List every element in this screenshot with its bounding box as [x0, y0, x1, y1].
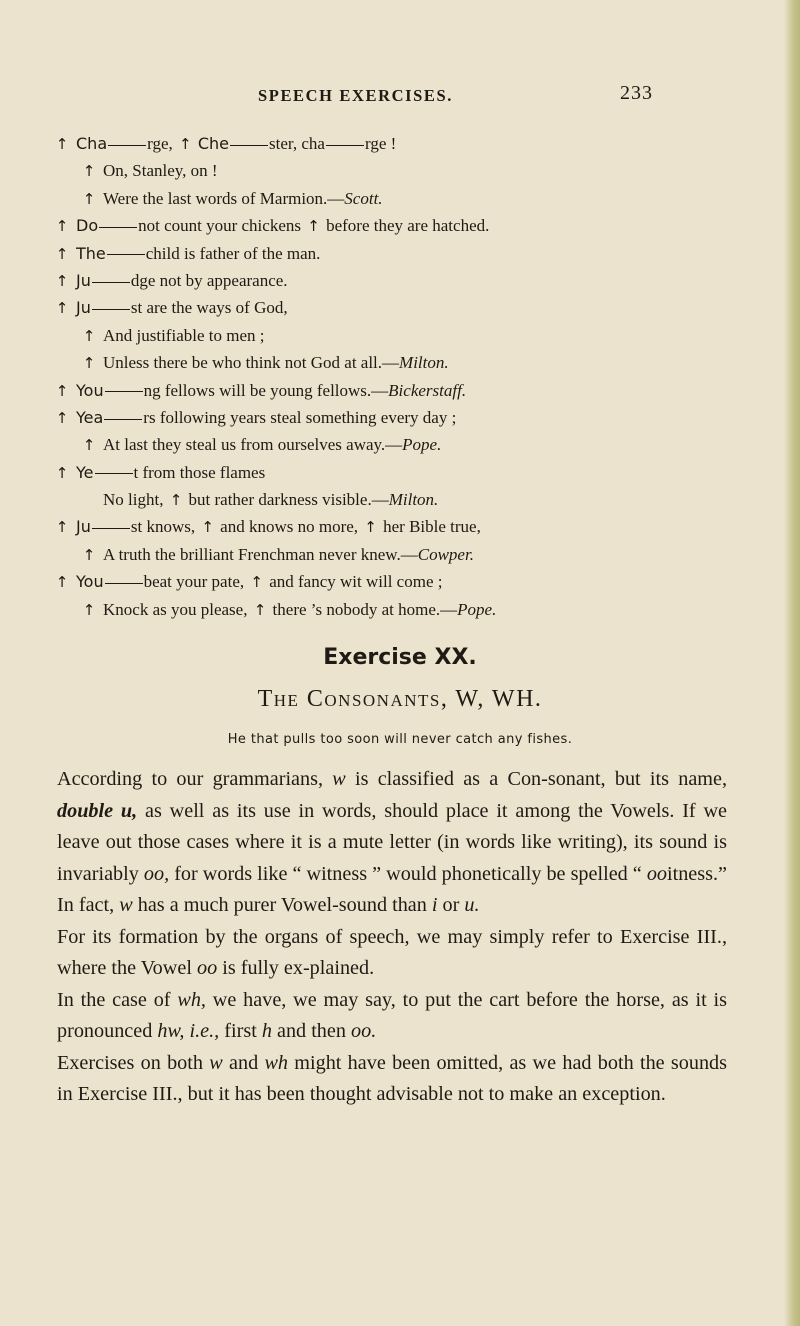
exercise-title: Exercise XX. [323, 645, 477, 670]
rising-arrow-icon: ↑ [307, 217, 320, 236]
citation: Scott. [344, 188, 383, 208]
rising-arrow-icon: ↑ [82, 600, 96, 619]
rising-arrow-icon: ↑ [55, 299, 69, 318]
verse-line: No light, ↑ but rather darkness visible.—Milton. [0, 486, 800, 513]
paragraph: For its formation by the organs of speech, we may simply refer to Exercise III., where the Vowel oo is fully ex-plained. [57, 925, 727, 979]
rising-arrow-icon: ↑ [169, 491, 183, 510]
rising-arrow-icon: ↑ [55, 573, 69, 592]
rising-arrow-icon: ↑ [253, 600, 267, 619]
paragraph: Exercises on both w and wh might have been omitted, as we had both the sounds in Exercise III., but it has been thought advisable not to make an exception. [57, 1051, 727, 1105]
rising-arrow-icon: ↑ [364, 518, 377, 537]
citation: Milton. [388, 490, 439, 510]
verse-line: ↑ Knock as you please, ↑ there ’s nobody at home.—Pope. [0, 596, 800, 623]
rising-arrow-icon: ↑ [82, 326, 96, 345]
exercise-subtitle: The Consonants, W, WH. [257, 686, 543, 712]
paragraph: In the case of wh, we have, we may say, to put the cart before the horse, as it is pronounced hw, i.e., first h and then oo. [57, 988, 727, 1042]
rising-arrow-icon: ↑ [55, 518, 69, 537]
running-head: SPEECH EXERCISES. [258, 86, 454, 105]
rising-arrow-icon: ↑ [179, 135, 192, 153]
verse-line: ↑ On, Stanley, on ! [0, 157, 800, 184]
rising-arrow-icon: ↑ [55, 271, 69, 290]
exercise-motto: He that pulls too soon will never catch any fishes. [227, 732, 573, 747]
verse-line: ↑ The child is father of the man. [0, 240, 800, 267]
verse-line: ↑ Cha rge, ↑ Che ster, cha rge ! [0, 130, 800, 157]
citation: Cowper. [417, 544, 474, 564]
verse-line: ↑ You ng fellows will be young fellows.—Bickerstaff. [0, 377, 800, 404]
body-text [57, 764, 727, 1111]
rising-arrow-icon: ↑ [250, 573, 263, 592]
page-number: 233 [620, 82, 653, 104]
verse-line: ↑ Ju st are the ways of God, [0, 294, 800, 321]
verse-line: ↑ At last they steal us from ourselves away.—Pope. [0, 431, 800, 458]
verse-line: ↑ Unless there be who think not God at all.—Milton. [0, 349, 800, 376]
rising-arrow-icon: ↑ [82, 354, 96, 373]
verse-line: ↑ And justifiable to men ; [0, 322, 800, 349]
verse-line: ↑ You beat your pate, ↑ and fancy wit will come ; [0, 568, 800, 595]
rising-arrow-icon: ↑ [55, 463, 69, 482]
rising-arrow-icon: ↑ [82, 436, 96, 455]
rising-arrow-icon: ↑ [55, 217, 69, 236]
rising-arrow-icon: ↑ [201, 518, 214, 537]
rising-arrow-icon: ↑ [55, 135, 69, 153]
dash [108, 145, 146, 146]
citation: Milton. [399, 353, 449, 373]
rising-arrow-icon: ↑ [82, 189, 96, 208]
citation: Bickerstaff. [388, 380, 467, 400]
verse-line: ↑ A truth the brilliant Frenchman never knew.—Cowper. [0, 541, 800, 568]
rising-arrow-icon: ↑ [82, 162, 96, 181]
verse-line: ↑ Ju dge not by appearance. [0, 267, 800, 294]
page-header [0, 82, 800, 110]
verse-exercises [0, 130, 800, 623]
verse-line: ↑ Do not count your chickens ↑ before they are hatched. [0, 212, 800, 239]
rising-arrow-icon: ↑ [55, 244, 69, 263]
verse-line: ↑ Were the last words of Marmion.—Scott. [0, 185, 800, 212]
verse-line: ↑ Ju st knows, ↑ and knows no more, ↑ her Bible true, [0, 513, 800, 540]
verse-line: ↑ Ye t from those flames [0, 459, 800, 486]
rising-arrow-icon: ↑ [55, 381, 69, 400]
citation: Pope. [457, 599, 497, 619]
citation: Pope. [402, 435, 442, 455]
rising-arrow-icon: ↑ [82, 545, 96, 564]
paragraph: According to our grammarians, w is classified as a Con-sonant, but its name, double u, as well as its use in words, should place it among the Vowels. If we leave out those cases where it is a mute letter (in words like writing), its sound is invariably oo, for words like “ witness ” would phonetically be spelled “ ooitness.” In fact, w has a much purer Vowel-sound than i or u. [57, 768, 728, 916]
verse-line: ↑ Yea rs following years steal something every day ; [0, 404, 800, 431]
rising-arrow-icon: ↑ [55, 408, 69, 427]
